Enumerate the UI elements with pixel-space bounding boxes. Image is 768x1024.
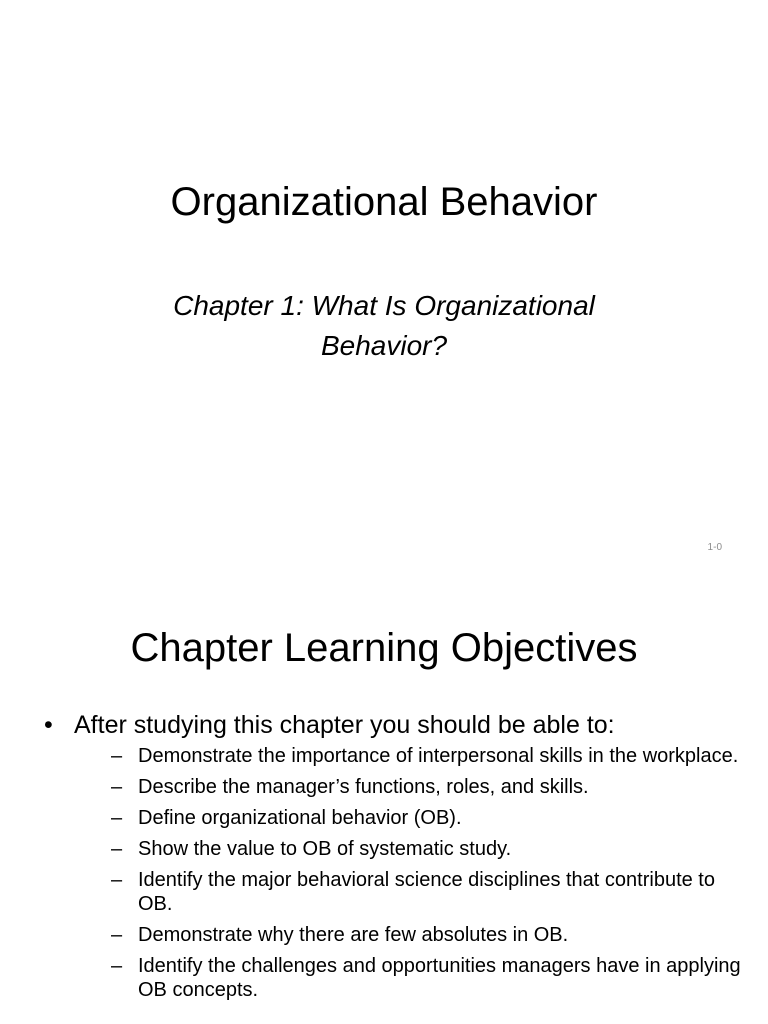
objective-item (74, 806, 744, 830)
objective-text: Define organizational behavior (OB). (138, 807, 462, 829)
objective-text: Show the value to OB of systematic study. (138, 838, 512, 860)
objective-item (74, 954, 744, 1002)
objective-text: Identify the major behavioral science disciplines that contribute to OB. (138, 869, 715, 915)
objective-text: Demonstrate why there are few absolutes in OB. (138, 924, 569, 946)
objective-item (74, 775, 744, 799)
objective-item (74, 923, 744, 947)
objectives-slide (0, 576, 768, 1024)
dash-marker: – (111, 924, 123, 946)
objective-text: Describe the manager’s functions, roles, and skills. (138, 776, 589, 798)
bullet-text: After studying this chapter you should be able to: (74, 711, 615, 739)
bullet-marker: • (44, 711, 53, 739)
objective-item (74, 868, 744, 916)
bullet-item (44, 708, 744, 1002)
objective-item (74, 837, 744, 861)
dash-marker: – (111, 776, 123, 798)
objective-text: Identify the challenges and opportunities managers have in applying OB concepts. (138, 955, 741, 1001)
slide-title: Chapter Learning Objectives (130, 626, 638, 670)
dash-marker: – (111, 807, 123, 829)
objectives-list (74, 744, 744, 1002)
objective-text: Demonstrate the importance of interpersonal skills in the workplace. (138, 745, 739, 767)
dash-marker: – (111, 869, 123, 891)
slide-subtitle: Chapter 1: What Is Organizational Behavior? (173, 290, 595, 361)
slide-number: 1-0 (707, 542, 722, 553)
dash-marker: – (111, 838, 123, 860)
objective-item (74, 744, 744, 768)
slide-title: Organizational Behavior (170, 180, 598, 224)
dash-marker: – (111, 745, 123, 767)
dash-marker: – (111, 955, 123, 977)
bullet-list (44, 708, 744, 1009)
